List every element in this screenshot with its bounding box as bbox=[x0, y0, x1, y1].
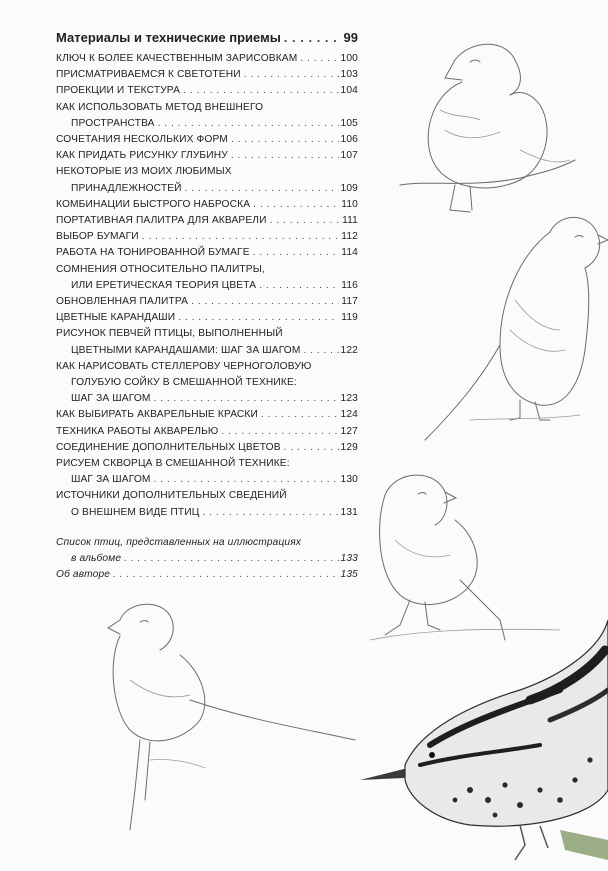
toc-entry-line bbox=[56, 505, 358, 521]
toc-entry[interactable] bbox=[56, 326, 358, 358]
toc-entry-line bbox=[56, 148, 358, 164]
leader-dots bbox=[183, 83, 339, 99]
toc-entry-line bbox=[56, 424, 358, 440]
toc-entry-line bbox=[56, 359, 358, 375]
toc-entry-page-number: 129 bbox=[340, 441, 358, 453]
toc-entry-page-number: 135 bbox=[340, 569, 358, 581]
toc-entry-page-number: 103 bbox=[340, 69, 358, 81]
toc-entry-line bbox=[56, 67, 358, 83]
toc-section-heading bbox=[56, 30, 358, 45]
toc-entry-title: Об авторе bbox=[56, 569, 111, 581]
toc-entry[interactable] bbox=[56, 294, 358, 310]
toc-entry-title: СОМНЕНИЯ ОТНОСИТЕЛЬНО ПАЛИТРЫ, bbox=[56, 263, 265, 275]
toc-entry-title: ЦВЕТНЫМИ КАРАНДАШАМИ: ШАГ ЗА ШАГОМ bbox=[71, 344, 301, 356]
toc-entry-page-number: 100 bbox=[340, 53, 358, 64]
toc-entry-line bbox=[56, 326, 358, 342]
toc-entry-line bbox=[56, 229, 358, 245]
toc-entry-line bbox=[56, 456, 358, 472]
toc-entry-page-number: 119 bbox=[341, 312, 358, 324]
leader-dots bbox=[244, 67, 339, 83]
bird-sketch-lower bbox=[370, 475, 560, 640]
bird-sketch-middle bbox=[425, 217, 608, 440]
toc-entry-line bbox=[56, 440, 358, 456]
leader-dots bbox=[270, 213, 340, 229]
toc-entry-line bbox=[56, 294, 358, 310]
toc-entry-title: ГОЛУБУЮ СОЙКУ В СМЕШАННОЙ ТЕХНИКЕ: bbox=[71, 377, 297, 389]
toc-entry-title: РИСУЕМ СКВОРЦА В СМЕШАННОЙ ТЕХНИКЕ: bbox=[56, 458, 290, 470]
toc-entry-page-number: 124 bbox=[340, 409, 358, 421]
leader-dots bbox=[300, 51, 338, 67]
leader-dots bbox=[202, 505, 338, 521]
toc-entry-page-number: 112 bbox=[341, 231, 358, 243]
toc-entry-line bbox=[56, 567, 358, 583]
toc-entry-page-number: 109 bbox=[340, 182, 358, 194]
toc-entry-line bbox=[56, 132, 358, 148]
section-title: Материалы и технические приемы bbox=[56, 30, 281, 45]
toc-entry-line bbox=[56, 100, 358, 116]
toc-entry-title: КАК ИСПОЛЬЗОВАТЬ МЕТОД ВНЕШНЕГО bbox=[56, 101, 264, 113]
table-of-contents bbox=[56, 30, 358, 584]
toc-entry[interactable] bbox=[56, 51, 358, 67]
toc-entry-title: ПРИНАДЛЕЖНОСТЕЙ bbox=[71, 182, 182, 194]
toc-entry[interactable] bbox=[56, 229, 358, 245]
toc-entry-title: СОЕДИНЕНИЕ ДОПОЛНИТЕЛЬНЫХ ЦВЕТОВ bbox=[56, 441, 281, 453]
toc-entry-title: ПОРТАТИВНАЯ ПАЛИТРА ДЛЯ АКВАРЕЛИ bbox=[56, 215, 267, 227]
toc-entry[interactable] bbox=[56, 67, 358, 83]
toc-entry-page-number: 133 bbox=[340, 553, 358, 565]
toc-entry-page-number: 110 bbox=[341, 198, 358, 210]
toc-entry[interactable] bbox=[56, 148, 358, 164]
toc-entry-title: Список птиц, представленных на иллюстрациях bbox=[56, 536, 302, 548]
toc-entry-page-number: 127 bbox=[340, 425, 358, 437]
toc-entry-title: ШАГ ЗА ШАГОМ bbox=[71, 393, 151, 405]
toc-entry-title: ИСТОЧНИКИ ДОПОЛНИТЕЛЬНЫХ СВЕДЕНИЙ bbox=[56, 490, 287, 502]
toc-entry-title: НЕКОТОРЫЕ ИЗ МОИХ ЛЮБИМЫХ bbox=[56, 166, 232, 178]
toc-entry-title: РАБОТА НА ТОНИРОВАННОЙ БУМАГЕ bbox=[56, 247, 250, 259]
toc-entry-line bbox=[56, 391, 358, 407]
leader-dots bbox=[284, 30, 342, 45]
toc-entry-line bbox=[56, 197, 358, 213]
toc-entry-line bbox=[56, 262, 358, 278]
toc-entry-line bbox=[56, 213, 358, 229]
toc-entry[interactable] bbox=[56, 132, 358, 148]
leader-dots bbox=[154, 391, 339, 407]
leader-dots bbox=[304, 343, 339, 359]
leader-dots bbox=[231, 132, 339, 148]
toc-entry-page-number: 107 bbox=[340, 150, 358, 162]
toc-entry[interactable] bbox=[56, 213, 358, 229]
toc-entry[interactable] bbox=[56, 535, 358, 567]
toc-entry-title: РИСУНОК ПЕВЧЕЙ ПТИЦЫ, ВЫПОЛНЕННЫЙ bbox=[56, 328, 283, 340]
toc-entry-page-number: 116 bbox=[341, 279, 358, 291]
toc-entry-page-number: 130 bbox=[340, 474, 358, 486]
leader-dots bbox=[191, 294, 339, 310]
toc-entry-page-number: 111 bbox=[342, 215, 358, 227]
toc-entry[interactable] bbox=[56, 456, 358, 488]
toc-entry-title: О ВНЕШНЕМ ВИДЕ ПТИЦ bbox=[71, 506, 200, 518]
toc-entry-title: ПРИСМАТРИВАЕМСЯ К СВЕТОТЕНИ bbox=[56, 69, 241, 81]
toc-entry[interactable] bbox=[56, 310, 358, 326]
toc-entry[interactable] bbox=[56, 567, 358, 583]
leader-dots bbox=[158, 116, 339, 132]
toc-entry[interactable] bbox=[56, 197, 358, 213]
toc-entry-line bbox=[56, 310, 358, 326]
toc-entry-line bbox=[56, 278, 358, 294]
toc-entry-line bbox=[56, 535, 358, 551]
toc-entry-title: КАК ВЫБИРАТЬ АКВАРЕЛЬНЫЕ КРАСКИ bbox=[56, 409, 258, 421]
toc-entry-line bbox=[56, 51, 358, 67]
toc-entry-line bbox=[56, 551, 358, 567]
toc-entry[interactable] bbox=[56, 488, 358, 520]
toc-entry-line bbox=[56, 164, 358, 180]
section-page-number: 99 bbox=[343, 30, 358, 45]
toc-entry[interactable] bbox=[56, 359, 358, 408]
toc-appendix bbox=[56, 535, 358, 584]
toc-entry[interactable] bbox=[56, 407, 358, 423]
toc-entry-title: ЦВЕТНЫЕ КАРАНДАШИ bbox=[56, 312, 176, 324]
toc-entry-title: ТЕХНИКА РАБОТЫ АКВАРЕЛЬЮ bbox=[56, 425, 219, 437]
toc-entry-title: в альбоме bbox=[71, 553, 122, 565]
bird-sketch-bottom-left bbox=[108, 604, 355, 830]
toc-entry-page-number: 131 bbox=[340, 506, 358, 518]
toc-entry-page-number: 105 bbox=[340, 117, 358, 129]
toc-entry-line bbox=[56, 83, 358, 99]
toc-entry-title: ВЫБОР БУМАГИ bbox=[56, 231, 139, 243]
toc-entry-title: КЛЮЧ К БОЛЕЕ КАЧЕСТВЕННЫМ ЗАРИСОВКАМ bbox=[56, 53, 298, 64]
toc-entry[interactable] bbox=[56, 245, 358, 261]
toc-entry[interactable] bbox=[56, 164, 358, 196]
bird-sketch-top bbox=[400, 44, 575, 212]
toc-entry[interactable] bbox=[56, 262, 358, 294]
leader-dots bbox=[142, 229, 340, 245]
leader-dots bbox=[259, 278, 339, 294]
toc-entry[interactable] bbox=[56, 100, 358, 132]
toc-entry-title: СОЧЕТАНИЯ НЕСКОЛЬКИХ ФОРМ bbox=[56, 134, 228, 146]
toc-entry-line bbox=[56, 343, 358, 359]
toc-entry-line bbox=[56, 245, 358, 261]
toc-entry-page-number: 114 bbox=[341, 247, 358, 259]
leader-dots bbox=[284, 440, 339, 456]
toc-entry-title: ШАГ ЗА ШАГОМ bbox=[71, 474, 151, 486]
toc-entry-line bbox=[56, 472, 358, 488]
toc-entry-line bbox=[56, 375, 358, 391]
toc-entry-title: КАК ПРИДАТЬ РИСУНКУ ГЛУБИНУ bbox=[56, 150, 228, 162]
toc-entry[interactable] bbox=[56, 424, 358, 440]
toc-entry-title: ПРОСТРАНСТВА bbox=[71, 117, 155, 129]
toc-entry[interactable] bbox=[56, 440, 358, 456]
leader-dots bbox=[154, 472, 339, 488]
toc-entry-title: ПРОЕКЦИИ И ТЕКСТУРА bbox=[56, 85, 181, 97]
toc-entry-title: ИЛИ ЕРЕТИЧЕСКАЯ ТЕОРИЯ ЦВЕТА bbox=[71, 279, 257, 291]
leader-dots bbox=[253, 197, 339, 213]
toc-entry-title: КАК НАРИСОВАТЬ СТЕЛЛЕРОВУ ЧЕРНОГОЛОВУЮ bbox=[56, 360, 312, 372]
toc-entry-page-number: 117 bbox=[341, 296, 358, 308]
leader-dots bbox=[124, 551, 338, 567]
toc-entry-title: КОМБИНАЦИИ БЫСТРОГО НАБРОСКА bbox=[56, 198, 251, 210]
toc-entry-line bbox=[56, 488, 358, 504]
leader-dots bbox=[185, 181, 339, 197]
toc-entry-page-number: 106 bbox=[340, 134, 358, 146]
toc-entry-line bbox=[56, 116, 358, 132]
toc-entry-line bbox=[56, 181, 358, 197]
leader-dots bbox=[113, 567, 338, 583]
toc-entries bbox=[56, 51, 358, 521]
toc-entry-page-number: 104 bbox=[340, 85, 358, 97]
leader-dots bbox=[221, 424, 338, 440]
leader-dots bbox=[261, 407, 339, 423]
toc-entry[interactable] bbox=[56, 83, 358, 99]
leader-dots bbox=[231, 148, 339, 164]
toc-entry-line bbox=[56, 407, 358, 423]
toc-entry-page-number: 122 bbox=[340, 344, 358, 356]
leader-dots bbox=[178, 310, 339, 326]
toc-entry-title: ОБНОВЛЕННАЯ ПАЛИТРА bbox=[56, 296, 189, 308]
warbler-painting bbox=[360, 620, 608, 860]
toc-entry-page-number: 123 bbox=[340, 393, 358, 405]
leader-dots bbox=[253, 245, 340, 261]
